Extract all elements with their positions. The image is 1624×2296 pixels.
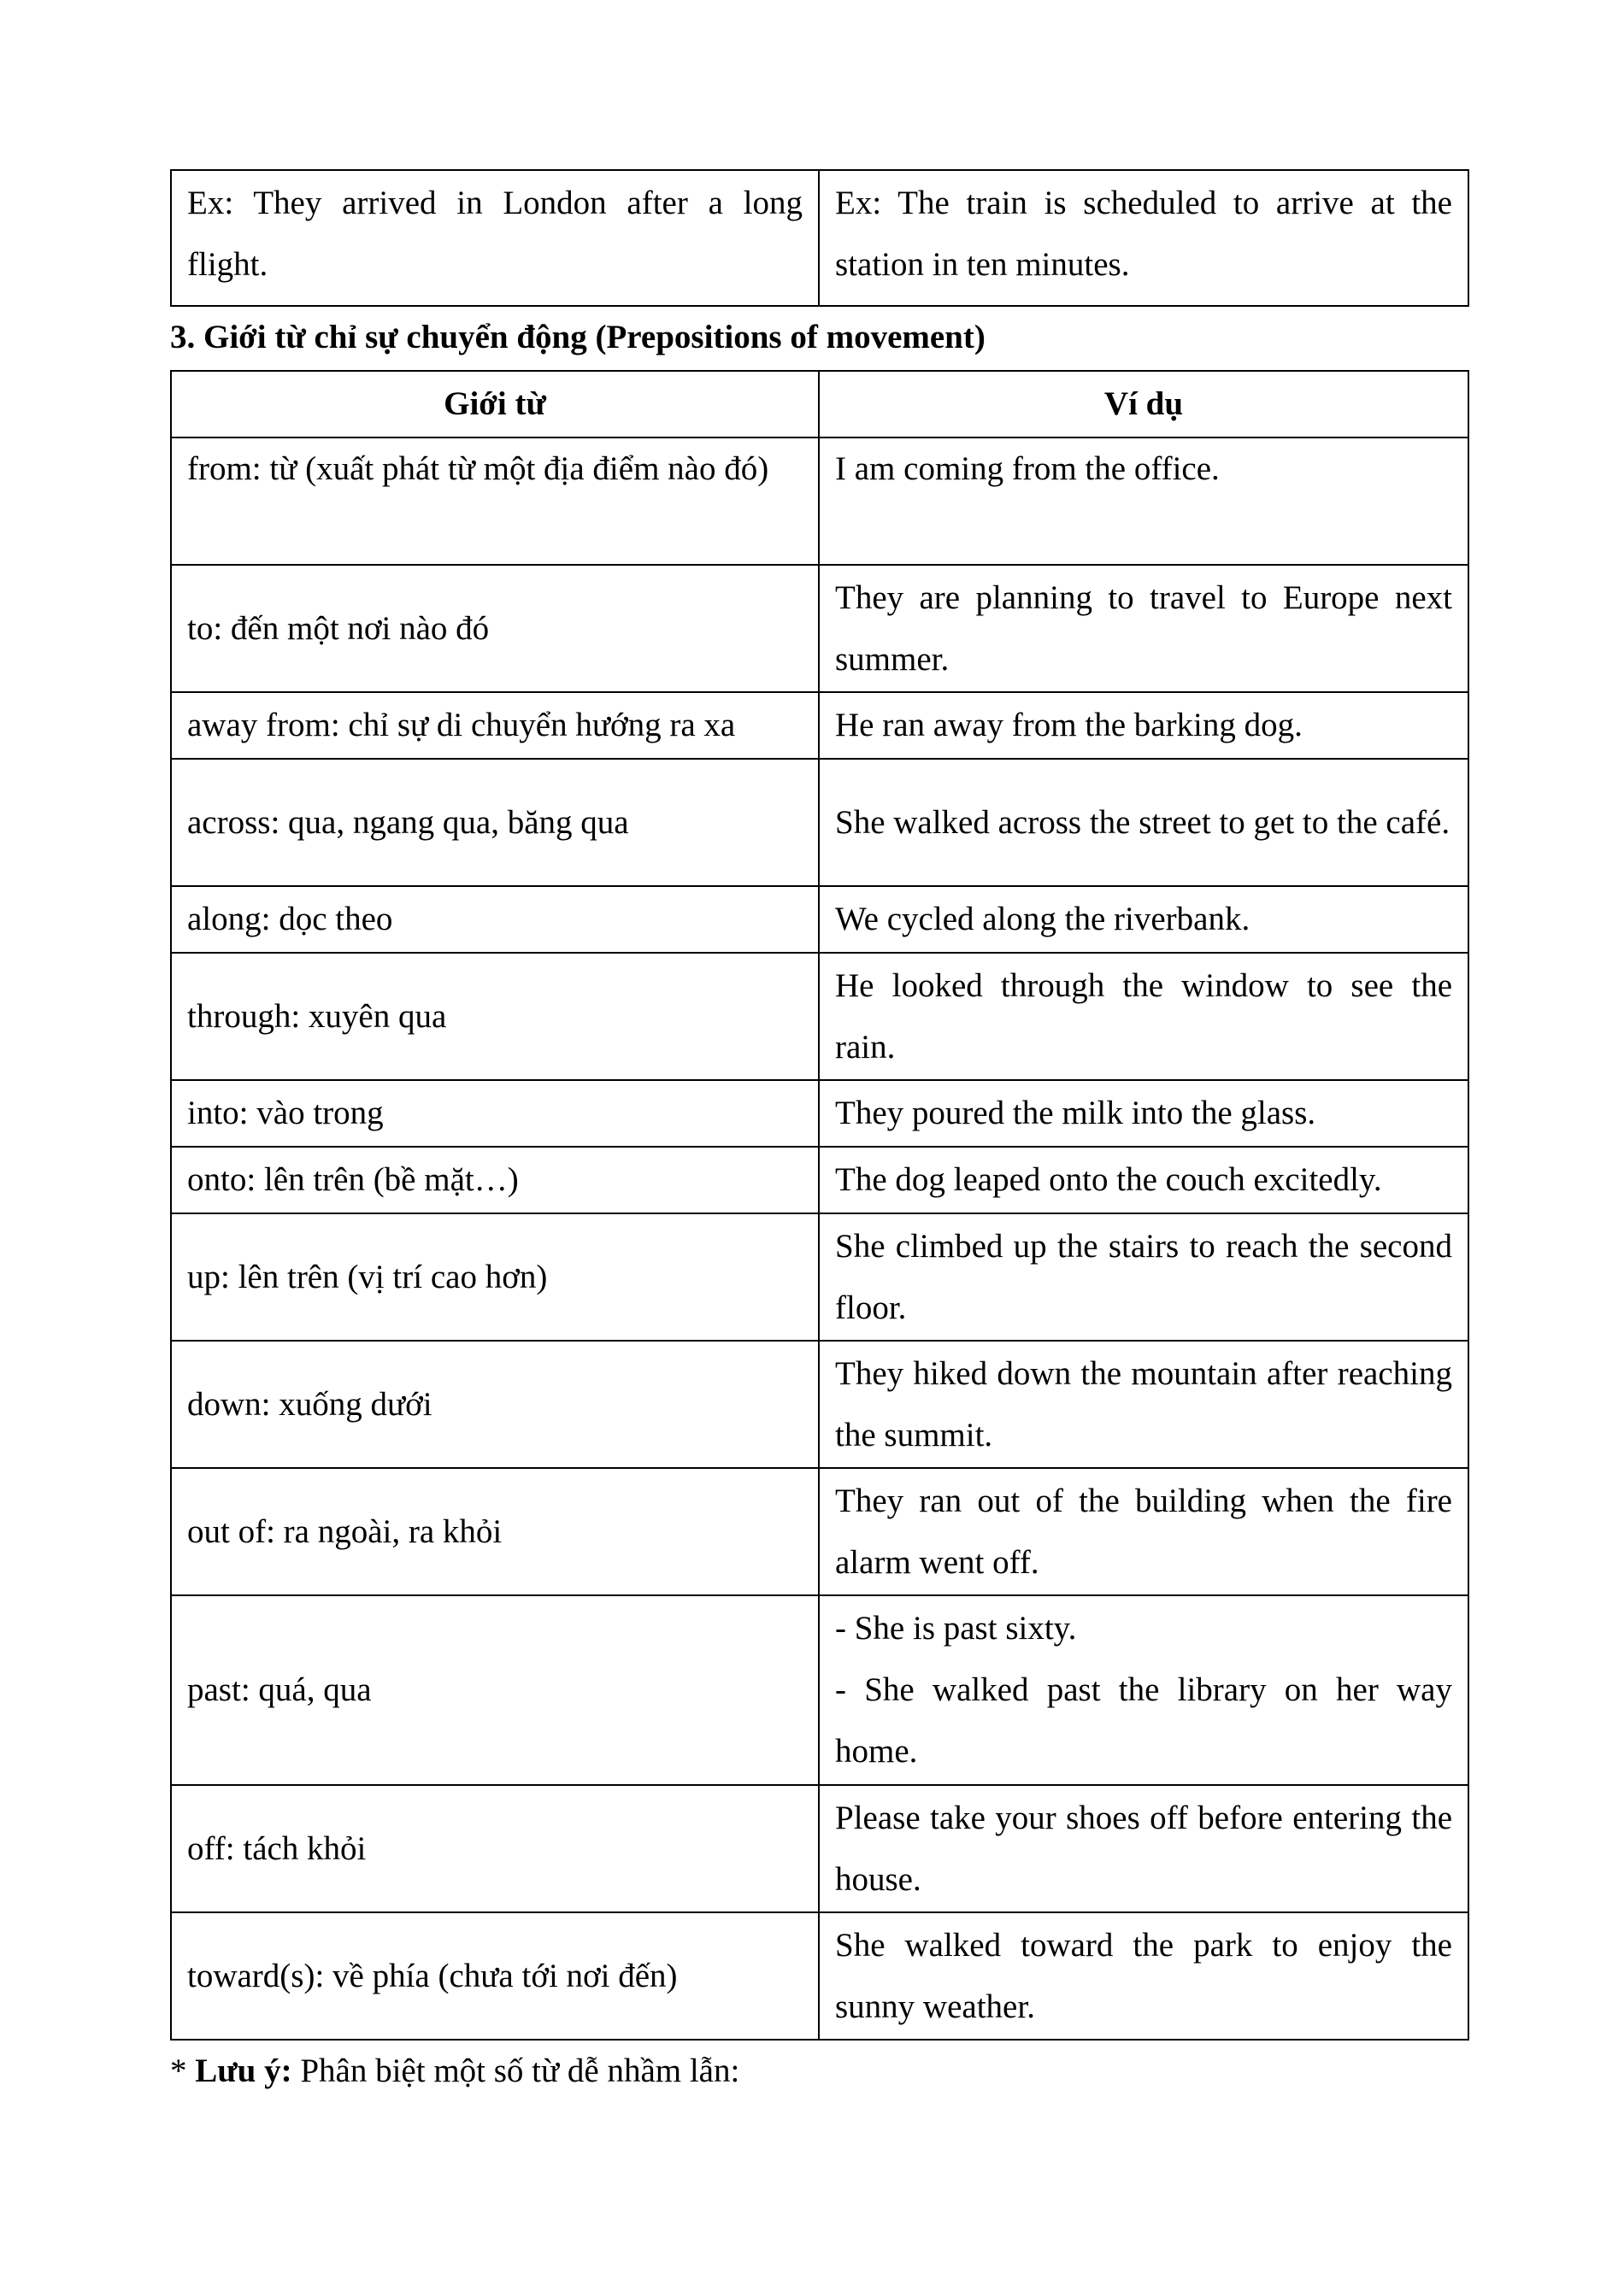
column-header-example: Ví dụ [819,371,1468,437]
preposition-cell: onto: lên trên (bề mặt…) [171,1147,819,1213]
table-row [171,1595,1468,1785]
note-label: Lưu ý: [195,2052,292,2089]
table-row [171,1080,1468,1147]
example-cell: He ran away from the barking dog. [819,692,1468,759]
note-line [170,2041,1468,2102]
example-cell: They are planning to travel to Europe next summer. [819,565,1468,692]
table-row [171,1213,1468,1341]
example-cell: The dog leaped onto the couch excitedly. [819,1147,1468,1213]
example-cell: He looked through the window to see the rain. [819,953,1468,1080]
section-heading: 3. Giới từ chỉ sự chuyển động (Prepositions of movement) [170,319,986,355]
example-cell: She walked toward the park to enjoy the sunny weather. [819,1912,1468,2040]
table-row [171,1341,1468,1468]
column-header-preposition: Giới từ [171,371,819,437]
example-cell: Please take your shoes off before entering the house. [819,1785,1468,1912]
example-cell: I am coming from the office. [819,437,1468,565]
table-row [171,1468,1468,1595]
preposition-cell: to: đến một nơi nào đó [171,565,819,692]
table-row [171,1785,1468,1912]
preposition-cell: down: xuống dưới [171,1341,819,1468]
preposition-cell: off: tách khỏi [171,1785,819,1912]
top-example-table [170,169,1469,307]
preposition-cell: up: lên trên (vị trí cao hơn) [171,1213,819,1341]
preposition-cell: into: vào trong [171,1080,819,1147]
preposition-cell: toward(s): về phía (chưa tới nơi đến) [171,1912,819,2040]
table-row [171,692,1468,759]
document-page [170,169,1468,2102]
example-cell: They poured the milk into the glass. [819,1080,1468,1147]
example-cell-right: Ex: The train is scheduled to arrive at the station in ten minutes. [819,170,1468,306]
table-header-row [171,371,1468,437]
example-line: - She walked past the library on her way home. [835,1671,1452,1770]
table-row [171,1147,1468,1213]
table-row [171,759,1468,886]
prepositions-table [170,370,1469,2041]
preposition-cell: from: từ (xuất phát từ một địa điểm nào đó) [171,437,819,565]
example-cell: They hiked down the mountain after reaching the summit. [819,1341,1468,1468]
preposition-cell: away from: chỉ sự di chuyển hướng ra xa [171,692,819,759]
example-cell: We cycled along the riverbank. [819,886,1468,953]
preposition-cell: across: qua, ngang qua, băng qua [171,759,819,886]
preposition-cell: along: dọc theo [171,886,819,953]
note-prefix: * [170,2052,196,2089]
preposition-cell: through: xuyên qua [171,953,819,1080]
example-cell: She walked across the street to get to the café. [819,759,1468,886]
table-row [171,170,1468,306]
table-row [171,1912,1468,2040]
preposition-cell: out of: ra ngoài, ra khỏi [171,1468,819,1595]
example-line: - She is past sixty. [835,1610,1077,1647]
table-row [171,886,1468,953]
note-text: Phân biệt một số từ dễ nhầm lẫn: [291,2052,740,2089]
table-row [171,565,1468,692]
table-row [171,437,1468,565]
table-row [171,953,1468,1080]
example-cell: They ran out of the building when the fire alarm went off. [819,1468,1468,1595]
preposition-cell: past: quá, qua [171,1595,819,1785]
example-cell [819,1595,1468,1785]
example-cell: She climbed up the stairs to reach the second floor. [819,1213,1468,1341]
example-cell-left: Ex: They arrived in London after a long flight. [171,170,819,306]
